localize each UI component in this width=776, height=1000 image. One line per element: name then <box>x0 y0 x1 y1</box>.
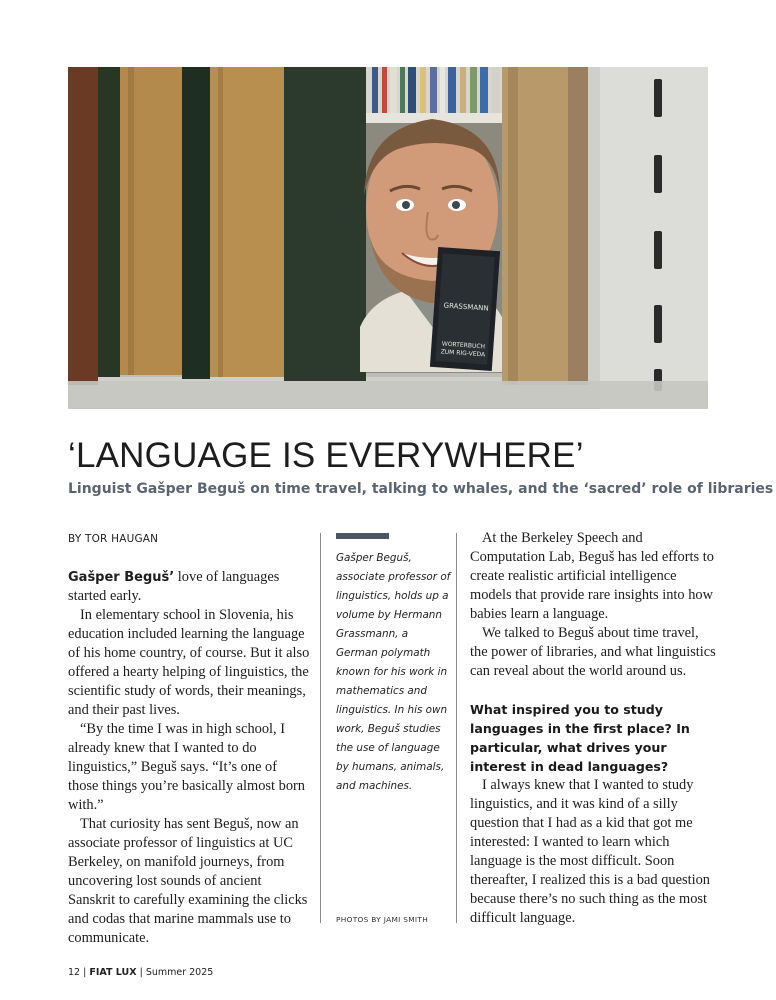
interview-question: What inspired you to study languages in the first place? In particular, what drives your interest in dead languages? <box>470 702 690 774</box>
lead-name: Gašper Beguš’ <box>68 570 175 585</box>
body-paragraph: That curiosity has sent Beguš, now an associate professor of linguistics at UC Berkeley, on manifold journeys, from uncovering lost sounds of ancient Sanskrit to carefully examining the clicks and codas that marine mammals use to communicate. <box>68 816 308 946</box>
book-spine <box>284 67 366 381</box>
interview-answer: I always knew that I wanted to study linguistics, and it was kind of a silly question that I had as a kid that got me interested: I wanted to learn which language is the most difficult. Soon thereafter, I realized this is a bad question because there’s no such thing as the most difficult language. <box>470 777 710 926</box>
book-title-text: WORTERBUCH <box>441 340 486 351</box>
grassmann-book <box>430 247 500 371</box>
photo-caption: Gašper Beguš, associate professor of linguistics, holds up a volume by Hermann Grassmann, a German polymath known for his work in mathematics and linguistics. In his own work, Beguš studies the use of language by humans, animals, and machines. <box>336 552 451 792</box>
page-number: 12 <box>68 967 81 978</box>
column-divider <box>456 533 457 923</box>
body-paragraph: We talked to Beguš about time travel, the power of libraries, and what linguistics can reveal about the world around us. <box>470 625 716 679</box>
hero-photo <box>68 67 708 409</box>
magazine-name: FIAT LUX <box>89 967 137 978</box>
book-spine <box>68 67 98 385</box>
article-subhead: Linguist Gašper Beguš on time travel, talking to whales, and the ‘sacred’ role of libraries <box>68 481 774 497</box>
caption-accent-bar <box>336 533 389 539</box>
body-paragraph: In elementary school in Slovenia, his education included learning the language of his home country, of course. But it also offered a hearty helping of linguistics, the scientific study of words, their meanings, and their past lives. <box>68 607 310 718</box>
book-spine <box>182 67 210 379</box>
body-column-right <box>470 529 718 928</box>
photo-credit: PHOTOS BY JAMI SMITH <box>336 915 429 924</box>
article-headline: ‘LANGUAGE IS EVERYWHERE’ <box>68 436 584 475</box>
book-spine <box>98 67 120 377</box>
body-column-left <box>68 568 310 948</box>
book-title-text: ZUM RIG-VEDA <box>440 348 486 359</box>
issue-date: Summer 2025 <box>145 967 214 978</box>
column-divider <box>320 533 321 923</box>
page-footer: 12 | FIAT LUX | Summer 2025 <box>68 967 214 978</box>
lead-paragraph: Gašper Beguš’ love of languages started early. <box>68 569 280 604</box>
book-title-text: GRASSMANN <box>443 301 489 313</box>
body-paragraph: “By the time I was in high school, I already knew that I wanted to do linguistics,” Beguš says. “It’s one of those things you’re basically almost born with.” <box>68 721 306 813</box>
body-paragraph: At the Berkeley Speech and Computation Lab, Beguš has led efforts to create realistic artificial intelligence models that provide rare insights into how babies learn a language. <box>470 530 714 622</box>
byline: BY TOR HAUGAN <box>68 533 159 545</box>
